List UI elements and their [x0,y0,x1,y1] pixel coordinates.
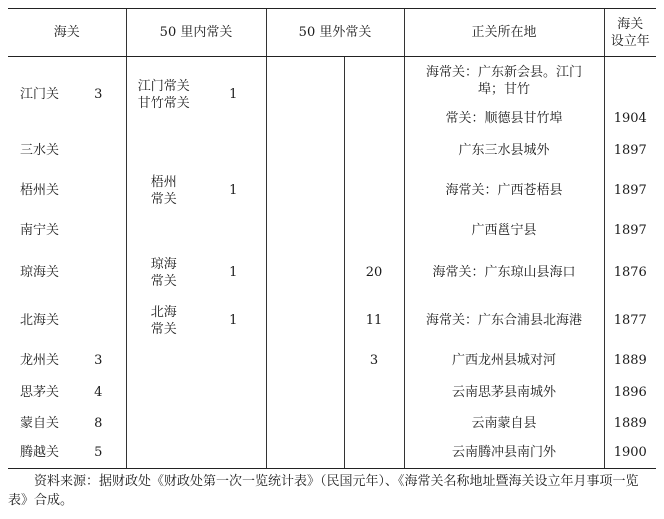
outer-customs-blank-cell [266,438,344,469]
table-row [8,249,656,297]
header-inner-customs: 50 里内常关 [126,9,266,57]
customs-count-cell [71,133,126,169]
outer-customs-count-cell [344,169,404,213]
inner-customs-name-cell [126,438,201,469]
customs-name-cell: 江门关 [19,87,59,103]
year-cell [604,57,656,105]
location-cell [404,213,604,249]
header-location: 正关所在地 [404,9,604,57]
location-line: 云南蒙自县 [471,415,537,431]
header-year-line-2: 设立年 [610,33,650,49]
customs-name-cell: 琼海关 [19,265,59,280]
inner-customs-count-cell [201,213,266,249]
year-cell: 1889 [604,409,656,438]
year-cell: 1897 [604,169,656,213]
source-note: 资料来源：据财政处《财政处第一次一览统计表》（民国元年）、《海常关名称地址暨海关设立年月事项一览表》合成。 [8,474,639,508]
inner-customs-name-cell [126,409,201,438]
customs-name-cell: 北海关 [19,313,59,328]
inner-customs-count-cell: 1 [229,87,238,103]
inner-customs-name-cell [126,57,201,133]
location-cell [404,169,604,213]
customs-count-cell: 8 [94,415,103,431]
table-row [8,213,656,249]
inner-customs-name-cell [126,249,201,297]
inner-customs-name-cell [126,213,201,249]
outer-customs-blank-cell [266,133,344,169]
location-cell [404,57,604,105]
customs-count-cell [71,297,126,345]
customs-name-cell: 思茅关 [19,385,59,400]
inner-customs-count-cell [201,409,266,438]
inner-customs-name-cell [126,345,201,377]
outer-customs-count-cell [344,438,404,469]
outer-customs-count-cell [344,213,404,249]
outer-customs-count-cell [344,57,404,133]
table-row [8,409,656,438]
customs-count-cell: 4 [94,385,103,400]
header-year-line-1: 海关 [617,16,644,32]
location-cell [404,133,604,169]
header-year [604,9,656,57]
header-outer-customs: 50 里外常关 [266,9,404,57]
customs-name-cell: 龙州关 [19,353,59,368]
location-line: 云南腾冲县南门外 [452,445,557,461]
outer-customs-blank-cell [266,345,344,377]
inner-customs-name-cell [126,133,201,169]
inner-customs-count-cell: 1 [229,183,238,198]
outer-customs-count-cell: 11 [344,297,404,345]
year-cell: 1897 [604,133,656,169]
outer-customs-blank-cell [266,297,344,345]
inner-customs-name-line: 甘竹常关 [137,95,190,111]
location-cell [404,105,604,133]
location-cell [404,409,604,438]
year-cell: 1900 [604,438,656,469]
inner-customs-count-cell [201,438,266,469]
customs-count-cell: 3 [94,353,103,368]
inner-customs-count-cell: 1 [229,313,238,328]
outer-customs-count-cell [344,133,404,169]
customs-count-cell: 5 [71,438,126,469]
inner-customs-name-cell [126,377,201,409]
inner-customs-name-cell [126,297,201,345]
year-cell: 1889 [604,345,656,377]
outer-customs-count-cell: 20 [344,249,404,297]
location-line: 海常关：广西苍梧县 [445,183,563,198]
location-line: 广西龙州县城对河 [452,353,557,368]
inner-customs-name-line: 梧州 [150,174,177,190]
location-line: 广东三水县城外 [458,143,550,158]
table-row [8,57,656,105]
customs-name-cell: 三水关 [19,143,59,158]
outer-customs-blank-cell [266,169,344,213]
outer-customs-blank-cell [266,249,344,297]
location-line: 常关：顺德县甘竹埠 [445,111,563,126]
inner-customs-count-cell [201,133,266,169]
table-row [8,169,656,213]
customs-name-cell: 梧州关 [19,183,59,198]
location-cell [404,377,604,409]
outer-customs-blank-cell [266,377,344,409]
customs-name-cell: 腾越关 [8,438,71,469]
customs-table [8,8,656,469]
table-row [8,438,656,469]
year-cell: 1896 [604,377,656,409]
location-cell [404,249,604,297]
inner-customs-count-cell [201,377,266,409]
inner-customs-count-cell [201,345,266,377]
outer-customs-count-cell: 3 [344,345,404,377]
location-cell [404,297,604,345]
location-line: 埠；甘竹 [478,81,531,97]
inner-customs-count-cell: 1 [229,265,238,280]
customs-name-cell: 蒙自关 [19,415,59,431]
inner-customs-name-line: 琼海 [150,256,177,272]
inner-customs-name-line: 江门常关 [137,78,190,94]
location-cell [404,345,604,377]
header-row [8,9,656,57]
year-cell: 1876 [604,249,656,297]
table-row [8,345,656,377]
header-customs: 海关 [8,9,126,57]
table-row [8,377,656,409]
year-cell: 1904 [604,105,656,133]
customs-count-cell [71,169,126,213]
inner-customs-name-line: 北海 [150,304,177,320]
table-row [8,297,656,345]
customs-count-cell: 3 [94,87,103,103]
year-cell: 1877 [604,297,656,345]
outer-customs-count-cell [344,377,404,409]
location-line: 海常关：广东琼山县海口 [432,265,576,280]
location-line: 广西邕宁县 [471,223,537,238]
customs-count-cell [71,213,126,249]
year-cell: 1897 [604,213,656,249]
location-line: 海常关：广东合浦县北海港 [426,313,583,328]
location-cell [404,438,604,469]
customs-count-cell [71,249,126,297]
outer-customs-count-cell [344,409,404,438]
inner-customs-name-line: 常关 [150,273,177,289]
inner-customs-name-line: 常关 [150,321,177,337]
customs-name-cell: 南宁关 [19,223,59,238]
table-body [8,57,656,469]
inner-customs-name-line: 常关 [150,191,177,207]
location-line: 云南思茅县南城外 [452,385,557,400]
outer-customs-blank-cell [266,213,344,249]
outer-customs-blank-cell [266,57,344,133]
outer-customs-blank-cell [266,409,344,438]
inner-customs-name-cell [126,169,201,213]
table-row [8,133,656,169]
location-line: 海常关：广东新会县。江门 [426,64,583,80]
